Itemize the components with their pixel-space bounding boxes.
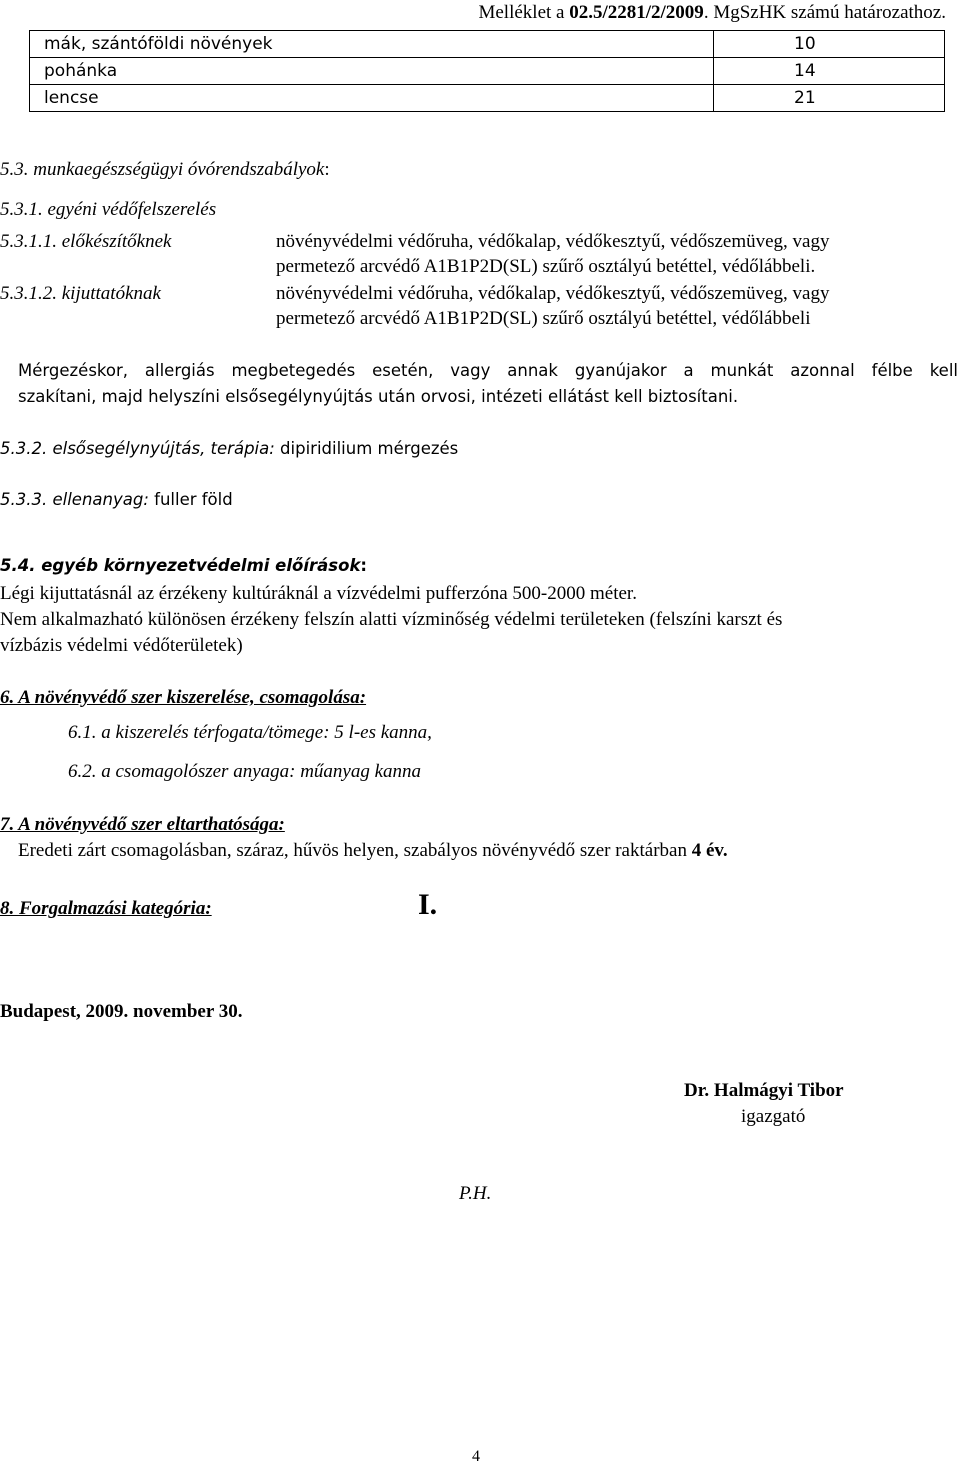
stamp-placeholder: P.H.	[459, 1183, 492, 1204]
section-6-2: 6.2. a csomagolószer anyaga: műanyag kanna	[68, 761, 422, 782]
section-5-3-2: 5.3.2. elsősegélynyújtás, terápia: dipiridilium mérgezés	[0, 439, 459, 458]
section-6-1: 6.1. a kiszerelés térfogata/tömege: 5 l-es kanna,	[68, 722, 432, 743]
crop-cell: mák, szántóföldi növények	[30, 31, 714, 58]
section-5-3-1-1-text-line1: növényvédelmi védőruha, védőkalap, védőkesztyű, védőszemüveg, vagy	[276, 231, 830, 252]
poisoning-text-line1: Mérgezéskor, allergiás megbetegedés esetén, vagy annak gyanújakor a munkát azonnal félbe kell	[18, 361, 958, 380]
table-row	[30, 31, 945, 58]
signer-title: igazgató	[741, 1106, 806, 1127]
poisoning-text-line2: szakítani, majd helyszíni elsősegélynyújtás után orvosi, intézeti ellátást kell biztosítani.	[18, 387, 739, 406]
crop-cell: pohánka	[30, 58, 714, 85]
section-6-heading: 6. A növényvédő szer kiszerelése, csomagolása:	[0, 687, 367, 708]
section-5-3-1-2-text-line1: növényvédelmi védőruha, védőkalap, védőkesztyű, védőszemüveg, vagy	[276, 283, 830, 304]
section-7-heading: 7. A növényvédő szer eltarthatósága:	[0, 814, 285, 835]
section-5-3-1-2-text-line2: permetező arcvédő A1B1P2D(SL) szűrő osztályú betéttel, védőlábbeli	[276, 308, 811, 329]
document-reference	[478, 2, 946, 24]
section-5-3-heading: 5.3. munkaegészségügyi óvórendszabályok:	[0, 159, 330, 180]
reference-suffix: . MgSzHK számú határozathoz.	[703, 2, 946, 23]
days-cell: 21	[714, 85, 945, 112]
section-5-3-3: 5.3.3. ellenanyag: fuller föld	[0, 490, 233, 509]
crop-cell: lencse	[30, 85, 714, 112]
section-5-4-heading: 5.4. egyéb környezetvédelmi előírások:	[0, 556, 368, 575]
section-5-4-line2: Nem alkalmazható különösen érzékeny felszín alatti vízminőség védelmi területeken (felszíni karszt és	[0, 609, 783, 630]
section-5-3-1-2-label: 5.3.1.2. kijuttatóknak	[0, 283, 161, 304]
days-cell: 10	[714, 31, 945, 58]
table-row	[30, 85, 945, 112]
crop-table	[29, 30, 945, 112]
distribution-category-value: I.	[418, 888, 438, 921]
table-row	[30, 58, 945, 85]
signer-name: Dr. Halmágyi Tibor	[684, 1080, 844, 1101]
reference-prefix: Melléklet a	[478, 2, 570, 23]
section-5-4-line3: vízbázis védelmi védőterületek)	[0, 635, 243, 656]
place-date: Budapest, 2009. november 30.	[0, 1001, 243, 1022]
section-8-heading: 8. Forgalmazási kategória:	[0, 898, 212, 919]
section-5-3-1-1-text-line2: permetező arcvédő A1B1P2D(SL) szűrő osztályú betéttel, védőlábbeli.	[276, 256, 816, 277]
reference-number: 02.5/2281/2/2009	[569, 2, 704, 23]
section-5-4-line1: Légi kijuttatásnál az érzékeny kultúráknál a vízvédelmi pufferzóna 500-2000 méter.	[0, 583, 637, 604]
page-number: 4	[472, 1448, 480, 1465]
section-5-3-1-heading: 5.3.1. egyéni védőfelszerelés	[0, 199, 217, 220]
days-cell: 14	[714, 58, 945, 85]
section-7-text: Eredeti zárt csomagolásban, száraz, hűvös helyen, szabályos növényvédő szer raktárban 4 év.	[18, 840, 728, 861]
section-5-3-1-1-label: 5.3.1.1. előkészítőknek	[0, 231, 172, 252]
